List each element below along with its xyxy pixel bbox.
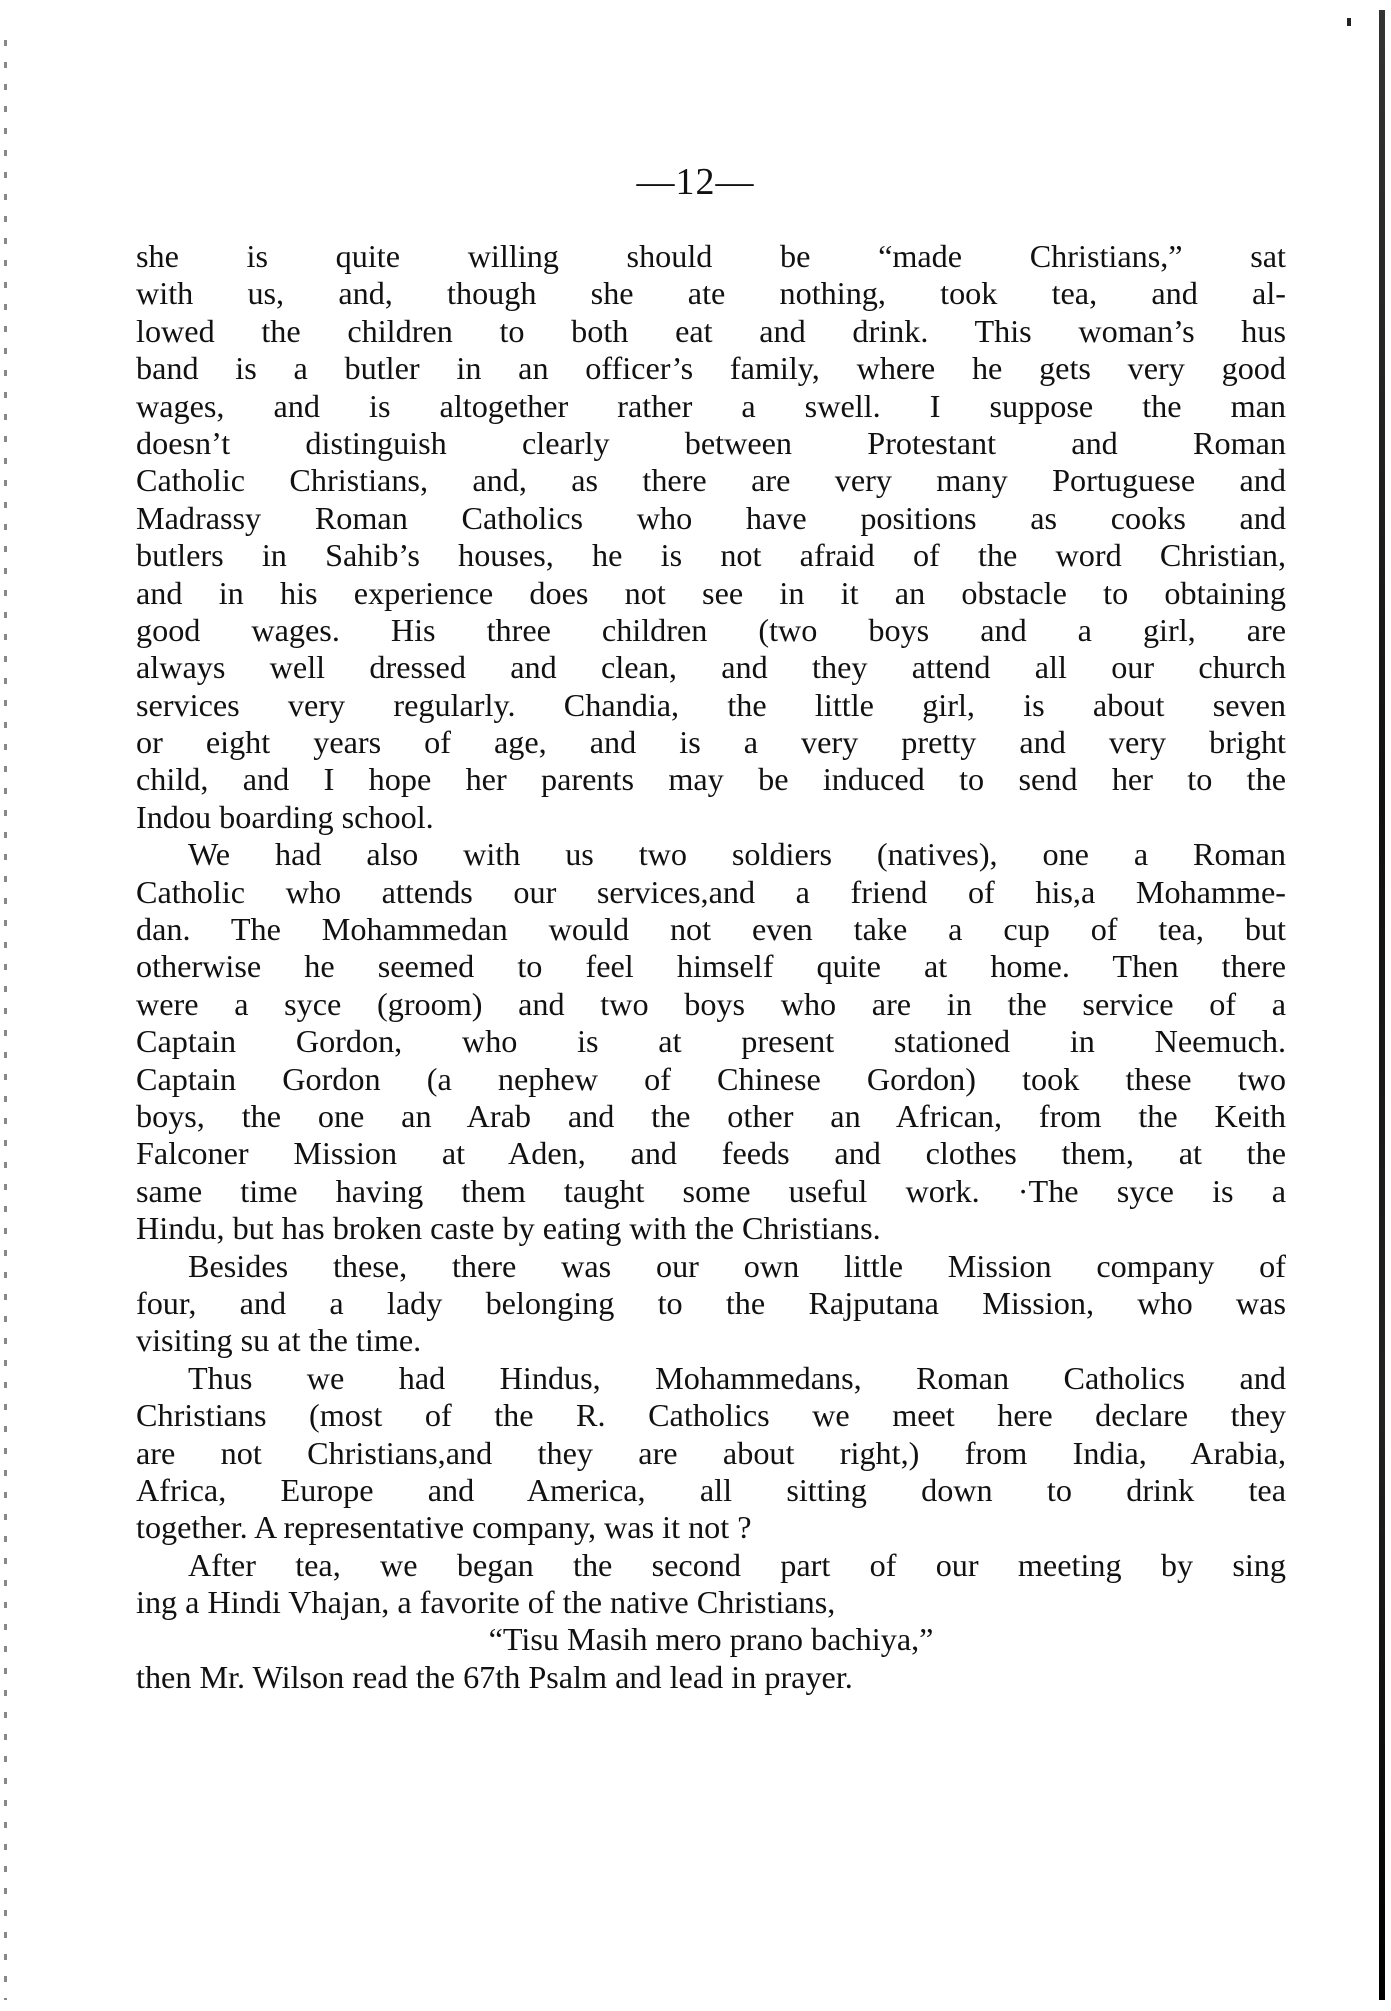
text-line: otherwise he seemed to feel himself quite at home. Then there xyxy=(136,948,1286,985)
text-line: visiting su at the time. xyxy=(136,1322,422,1359)
text-line: are not Christians,and they are about right,) from India, Arabia, xyxy=(136,1434,1286,1471)
text-line: and in his experience does not see in it an obstacle to obtaining xyxy=(136,574,1286,611)
page-mark xyxy=(1347,18,1351,26)
text-line: or eight years of age, and is a very pretty and very bright xyxy=(136,724,1286,761)
page-number: —12— xyxy=(636,161,755,203)
text-line: child, and I hope her parents may be induced to send her to the xyxy=(136,761,1286,798)
text-line: good wages. His three children (two boys and a girl, are xyxy=(136,611,1286,648)
text-line: services very regularly. Chandia, the little girl, is about seven xyxy=(136,686,1286,723)
text-line: she is quite willing should be “made Christians,” sat xyxy=(136,238,1286,274)
text-line: doesn’t distinguish clearly between Protestant and Roman xyxy=(136,424,1286,461)
text-line: then Mr. Wilson read the 67th Psalm and lead in prayer. xyxy=(136,1658,853,1695)
left-page-edge xyxy=(4,40,7,2000)
text-line: Hindu, but has broken caste by eating with the Christians. xyxy=(136,1210,881,1247)
text-line: wages, and is altogether rather a swell. I suppose the man xyxy=(136,387,1286,424)
text-line: We had also with us two soldiers (natives), one a Roman xyxy=(188,836,1286,873)
text-line: dan. The Mohammedan would not even take a cup of tea, but xyxy=(136,911,1286,948)
right-page-edge xyxy=(1379,10,1385,2000)
text-line: always well dressed and clean, and they attend all our church xyxy=(136,649,1286,686)
text-line: Catholic Christians, and, as there are very many Portuguese and xyxy=(136,462,1286,499)
text-line: Indou boarding school. xyxy=(136,798,434,835)
body-text xyxy=(136,238,1286,1696)
text-line: Besides these, there was our own little Mission company of xyxy=(188,1247,1286,1284)
text-line: Thus we had Hindus, Mohammedans, Roman Catholics and xyxy=(188,1359,1286,1396)
text-line: After tea, we began the second part of our meeting by sing xyxy=(188,1546,1286,1583)
text-line: Catholic who attends our services,and a friend of his,a Mohamme- xyxy=(136,873,1286,910)
text-line: together. A representative company, was it not ? xyxy=(136,1509,752,1546)
text-line: ing a Hindi Vhajan, a favorite of the native Christians, xyxy=(136,1584,836,1621)
text-line: same time having them taught some useful work. ·The syce is a xyxy=(136,1172,1286,1209)
text-line: were a syce (groom) and two boys who are in the service of a xyxy=(136,985,1286,1022)
text-line: with us, and, though she ate nothing, took tea, and al- xyxy=(136,275,1286,312)
text-line: Falconer Mission at Aden, and feeds and clothes them, at the xyxy=(136,1135,1286,1172)
text-line: band is a butler in an officer’s family, where he gets very good xyxy=(136,350,1286,387)
text-line: Madrassy Roman Catholics who have positions as cooks and xyxy=(136,499,1286,536)
text-line: Captain Gordon (a nephew of Chinese Gordon) took these two xyxy=(136,1060,1286,1097)
text-line: Africa, Europe and America, all sitting down to drink tea xyxy=(136,1471,1286,1508)
text-line: butlers in Sahib’s houses, he is not afraid of the word Christian, xyxy=(136,537,1286,574)
text-line: Captain Gordon, who is at present stationed in Neemuch. xyxy=(136,1023,1286,1060)
text-line: Christians (most of the R. Catholics we meet here declare they xyxy=(136,1397,1286,1434)
quoted-hymn-line: “Tisu Masih mero prano bachiya,” xyxy=(488,1621,934,1658)
text-line: lowed the children to both eat and drink. This woman’s hus xyxy=(136,312,1286,349)
text-line: four, and a lady belonging to the Rajputana Mission, who was xyxy=(136,1284,1286,1321)
text-line: boys, the one an Arab and the other an African, from the Keith xyxy=(136,1097,1286,1134)
